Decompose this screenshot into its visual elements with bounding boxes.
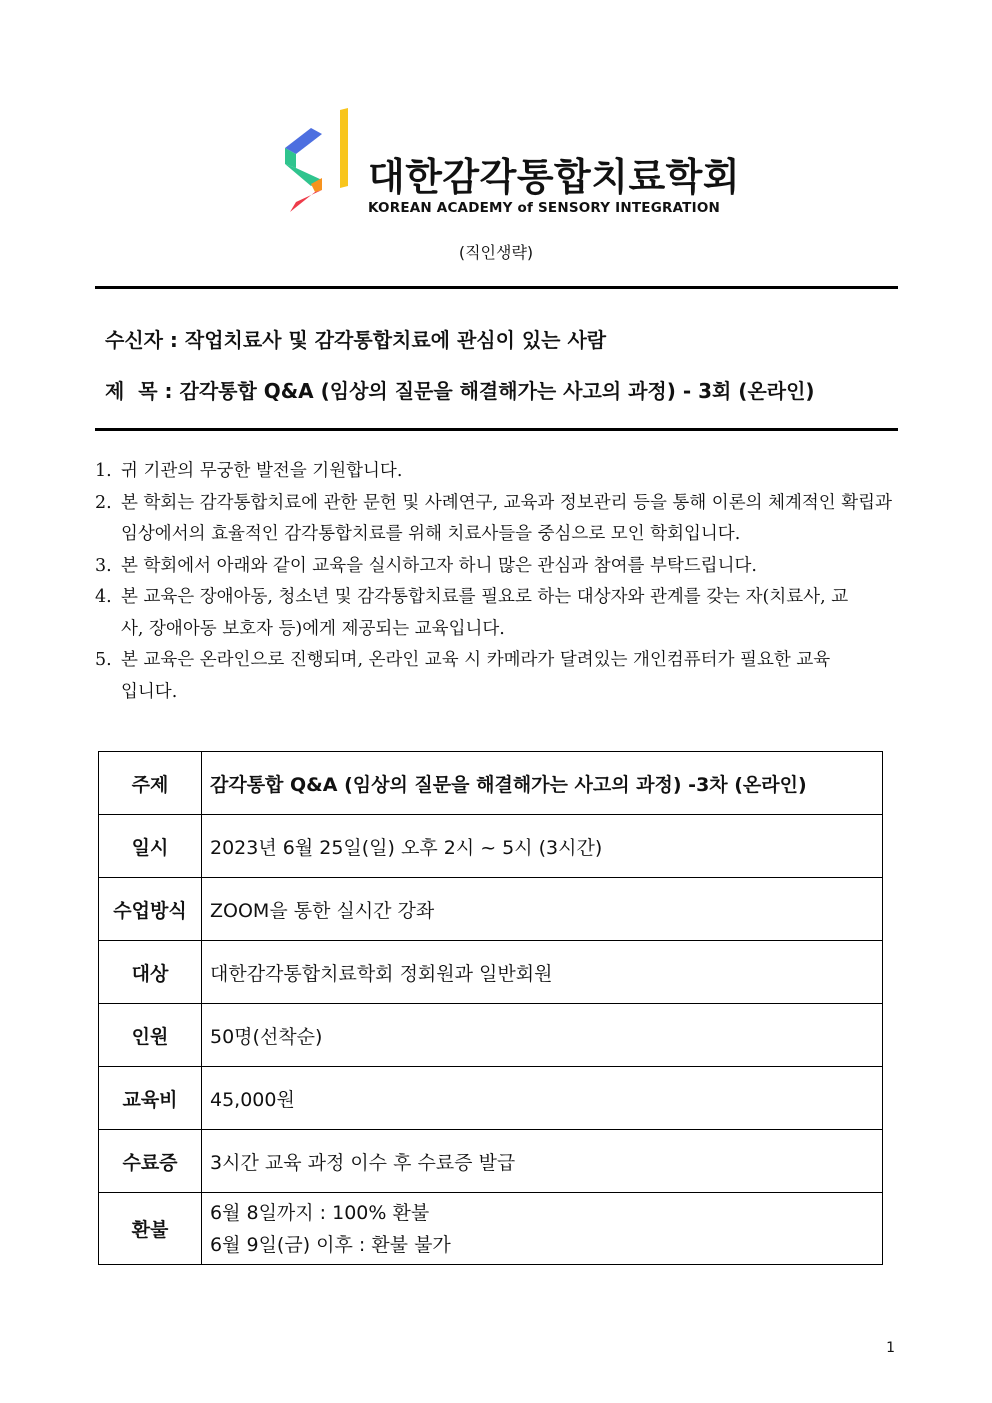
list-item-number: 5. bbox=[95, 650, 112, 670]
list-item bbox=[95, 582, 895, 645]
subject-value: 감각통합 Q&A (임상의 질문을 해결해가는 사고의 과정) - 3회 (온라인) bbox=[179, 379, 815, 403]
list-item-text: 본 학회에서 아래와 같이 교육을 실시하고자 하니 많은 관심과 참여를 부탁드립니다. bbox=[121, 555, 757, 576]
recipient-row bbox=[105, 324, 606, 353]
list-item bbox=[95, 488, 895, 551]
recipient-value: 작업치료사 및 감각통합치료에 관심이 있는 사람 bbox=[184, 328, 607, 352]
row-value-topic: 감각통합 Q&A (임상의 질문을 해결해가는 사고의 과정) -3차 (온라인) bbox=[202, 752, 883, 815]
row-value-certificate: 3시간 교육 과정 이수 후 수료증 발급 bbox=[202, 1130, 883, 1193]
list-item-text: 본 교육은 온라인으로 진행되며, 온라인 교육 시 카메라가 달려있는 개인컴퓨터가 필요한 교육입니다. bbox=[121, 650, 831, 702]
seal-omitted-note: (직인생략) bbox=[458, 243, 534, 262]
row-label-date: 일시 bbox=[99, 815, 202, 878]
table-row bbox=[99, 752, 883, 815]
logo-name-korean: 대한감각통합치료학회 bbox=[368, 155, 741, 199]
list-item bbox=[95, 456, 895, 488]
list-item-number: 1. bbox=[95, 461, 112, 481]
row-label-certificate: 수료증 bbox=[99, 1130, 202, 1193]
row-value-audience: 대한감각통합치료학회 정회원과 일반회원 bbox=[202, 941, 883, 1004]
body-list bbox=[95, 456, 895, 708]
academy-logo-mark bbox=[282, 106, 352, 216]
row-label-topic: 주제 bbox=[99, 752, 202, 815]
row-value-method: ZOOM을 통한 실시간 강좌 bbox=[202, 878, 883, 941]
row-label-fee: 교육비 bbox=[99, 1067, 202, 1130]
list-item-number: 2. bbox=[95, 492, 112, 513]
header-rule-top bbox=[95, 286, 898, 289]
academy-logo bbox=[282, 106, 741, 218]
logo-name-english: KOREAN ACADEMY of SENSORY INTEGRATION bbox=[368, 200, 720, 216]
list-item bbox=[95, 551, 895, 583]
table-row bbox=[99, 1193, 883, 1265]
table-row bbox=[99, 1130, 883, 1193]
list-item-text: 본 학회는 감각통합치료에 관한 문헌 및 사례연구, 교육과 정보관리 등을 통해 이론의 체계적인 확립과 임상에서의 효율적인 감각통합치료를 위해 치료사들을 중심으로 모인 학회입니다. bbox=[121, 492, 892, 544]
table-row bbox=[99, 941, 883, 1004]
table-row bbox=[99, 878, 883, 941]
subject-label: 제 목 : bbox=[105, 379, 173, 403]
row-value-refund bbox=[202, 1193, 883, 1265]
recipient-label: 수신자 : bbox=[105, 328, 178, 352]
table-row bbox=[99, 815, 883, 878]
row-value-date: 2023년 6월 25일(일) 오후 2시 ~ 5시 (3시간) bbox=[202, 815, 883, 878]
course-info-table bbox=[98, 751, 883, 1265]
row-value-capacity: 50명(선착순) bbox=[202, 1004, 883, 1067]
row-value-fee: 45,000원 bbox=[202, 1067, 883, 1130]
row-label-audience: 대상 bbox=[99, 941, 202, 1004]
row-label-refund: 환불 bbox=[99, 1193, 202, 1265]
row-label-capacity: 인원 bbox=[99, 1004, 202, 1067]
subject-row bbox=[105, 375, 815, 404]
list-item-number: 4. bbox=[95, 587, 112, 607]
refund-line: 6월 8일까지 : 100% 환불 bbox=[210, 1201, 430, 1224]
list-item-number: 3. bbox=[95, 555, 112, 576]
list-item bbox=[95, 645, 895, 708]
page-number: 1 bbox=[886, 1340, 895, 1356]
row-label-method: 수업방식 bbox=[99, 878, 202, 941]
list-item-text: 귀 기관의 무궁한 발전을 기원합니다. bbox=[121, 461, 403, 481]
table-row bbox=[99, 1004, 883, 1067]
table-row bbox=[99, 1067, 883, 1130]
header-rule-bottom bbox=[95, 428, 898, 431]
refund-line: 6월 9일(금) 이후 : 환불 불가 bbox=[210, 1233, 451, 1256]
list-item-text: 본 교육은 장애아동, 청소년 및 감각통합치료를 필요로 하는 대상자와 관계를 갖는 자(치료사, 교사, 장애아동 보호자 등)에게 제공되는 교육입니다. bbox=[121, 587, 849, 639]
